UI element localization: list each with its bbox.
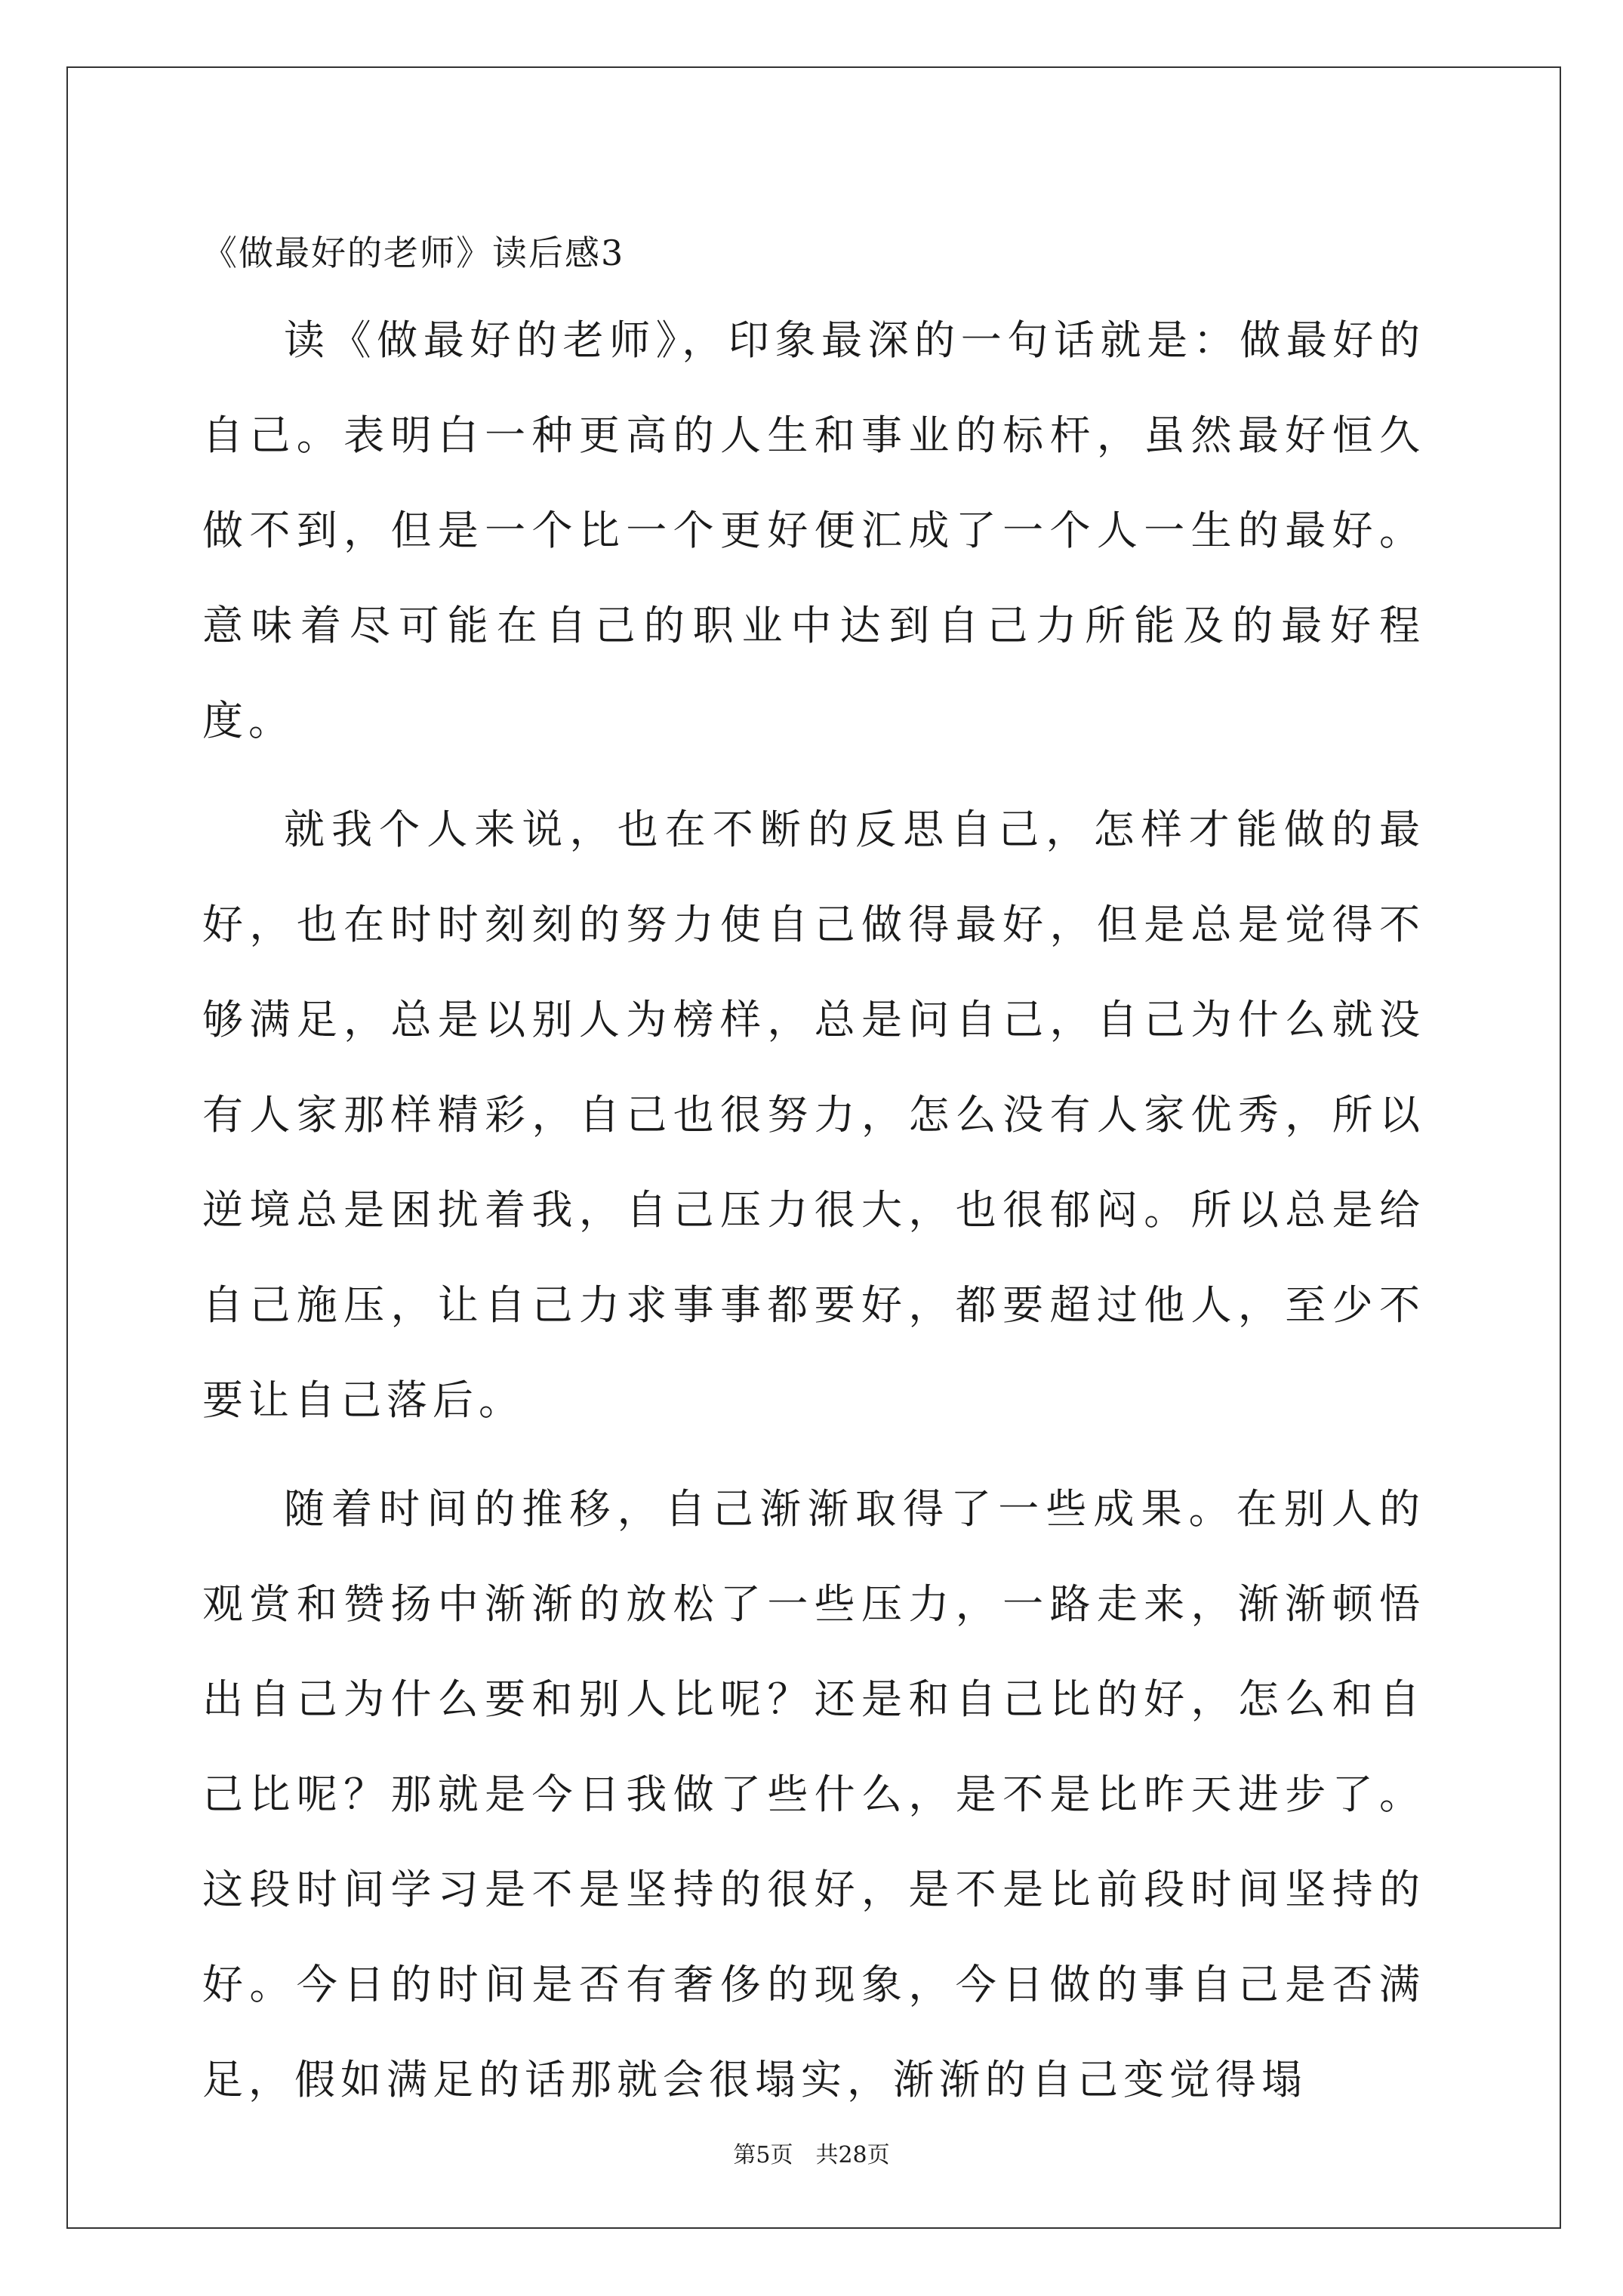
paragraph-2: 就我个人来说，也在不断的反思自己，怎样才能做的最好，也在时时刻刻的努力使自己做得最好，但是总是觉得不够满足，总是以别人为榜样，总是问自己，自己为什么就没有人家那样精彩，自己也很努力，怎么没有人家优秀，所以逆境总是困扰着我，自己压力很大，也很郁闷。所以总是给自己施压，让自己力求事事都要好，都要超过他人，至少不要让自己落后。 [202, 806, 1425, 1424]
document-body [202, 219, 1425, 2141]
page-footer [0, 2140, 1623, 2171]
document-title: 《做最好的老师》读后感3 [202, 233, 625, 273]
paragraph-1: 读《做最好的老师》，印象最深的一句话就是：做最好的自己。表明白一种更高的人生和事业的标杆，虽然最好恒久做不到，但是一个比一个更好便汇成了一个人一生的最好。意味着尽可能在自己的职业中达到自己力所能及的最好程度。 [202, 316, 1425, 744]
page-number: 第5页 [733, 2142, 793, 2168]
paragraph-3: 随着时间的推移，自己渐渐取得了一些成果。在别人的观赏和赞扬中渐渐的放松了一些压力，一路走来，渐渐顿悟出自己为什么要和别人比呢？还是和自己比的好，怎么和自己比呢？那就是今日我做了些什么，是不是比昨天进步了。这段时间学习是不是坚持的很好，是不是比前段时间坚持的好。今日的时间是否有奢侈的现象，今日做的事自己是否满足，假如满足的话那就会很塌实，渐渐的自己变觉得塌 [202, 1485, 1425, 2103]
page-total: 共28页 [815, 2142, 890, 2168]
